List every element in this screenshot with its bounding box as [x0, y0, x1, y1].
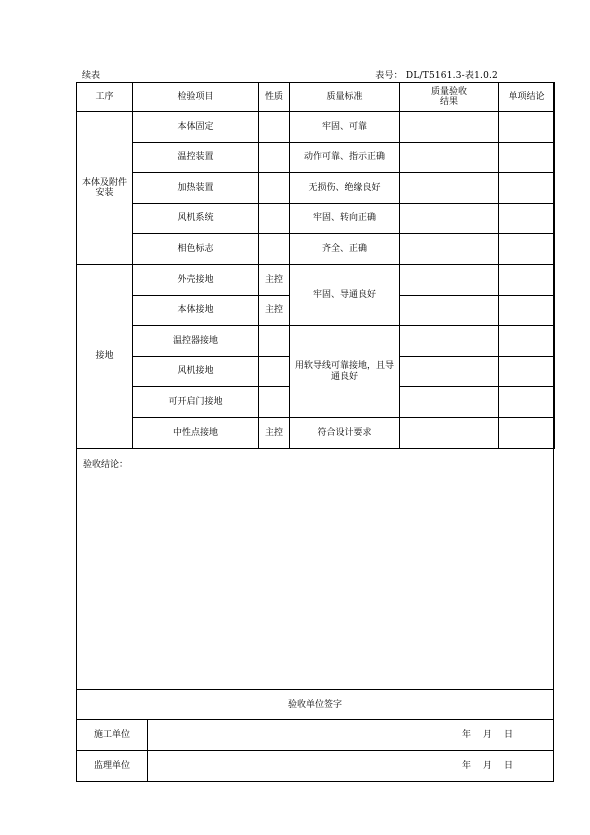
- table-row: [77, 203, 555, 234]
- conclusion-cell[interactable]: [499, 142, 555, 173]
- col-conclusion: 单项结论: [499, 83, 555, 112]
- conclusion-cell[interactable]: [499, 112, 555, 143]
- item-cell: 加热装置: [133, 173, 259, 204]
- inspection-table: [76, 82, 555, 449]
- standard-cell: 齐全、正确: [290, 234, 400, 265]
- result-cell[interactable]: [400, 264, 499, 295]
- col-standard: 质量标准: [290, 83, 400, 112]
- standard-cell: 牢固、可靠: [290, 112, 400, 143]
- process-body-install-line2: 安装: [95, 187, 114, 198]
- standard-cell: 符合设计要求: [290, 417, 400, 448]
- table-row: [77, 142, 555, 173]
- sign-unit-label: 监理单位: [77, 751, 148, 781]
- sign-date[interactable]: [462, 720, 525, 751]
- col-result-line2: 结果: [439, 97, 458, 107]
- process-body-install-line1: 本体及附件: [81, 177, 127, 188]
- item-cell: 中性点接地: [133, 417, 259, 448]
- item-cell: 本体接地: [133, 295, 259, 326]
- nature-cell: [259, 326, 290, 357]
- table-row: [77, 264, 555, 295]
- sign-unit-label: 施工单位: [77, 720, 148, 750]
- item-cell: 可开启门接地: [133, 387, 259, 418]
- sign-section-title: 验收单位签字: [76, 690, 554, 720]
- standard-cell: 动作可靠、指示正确: [290, 142, 400, 173]
- process-body-install: [77, 112, 133, 265]
- result-cell[interactable]: [400, 203, 499, 234]
- col-nature: 性质: [259, 83, 290, 112]
- nature-cell: [259, 112, 290, 143]
- standard-cell: 牢固、导通良好: [290, 264, 400, 325]
- conclusion-cell[interactable]: [499, 234, 555, 265]
- date-day: 日: [504, 730, 514, 740]
- conclusion-cell[interactable]: [499, 387, 555, 418]
- conclusion-label: 验收结论：: [83, 460, 129, 470]
- process-grounding: 接地: [77, 264, 133, 448]
- form-header: [82, 66, 556, 82]
- sign-date[interactable]: [462, 751, 525, 782]
- conclusion-cell[interactable]: [499, 173, 555, 204]
- standard-cell: [290, 326, 400, 418]
- result-cell[interactable]: [400, 112, 499, 143]
- result-cell[interactable]: [400, 356, 499, 387]
- conclusion-cell[interactable]: [499, 295, 555, 326]
- col-process: 工序: [77, 83, 133, 112]
- nature-cell: 主控: [259, 417, 290, 448]
- form-number: 表号： DL/T5161.3-表1.0.2: [375, 71, 498, 81]
- continued-label: 续表: [82, 71, 101, 81]
- conclusion-cell[interactable]: [499, 203, 555, 234]
- nature-cell: [259, 203, 290, 234]
- nature-cell: [259, 142, 290, 173]
- result-cell[interactable]: [400, 142, 499, 173]
- nature-cell: [259, 356, 290, 387]
- nature-cell: 主控: [259, 264, 290, 295]
- nature-cell: [259, 387, 290, 418]
- item-cell: 温控器接地: [133, 326, 259, 357]
- table-row: [77, 417, 555, 448]
- col-item: 检验项目: [133, 83, 259, 112]
- col-result-line1: 质量验收: [430, 86, 467, 97]
- item-cell: 外壳接地: [133, 264, 259, 295]
- standard-cell: 牢固、转向正确: [290, 203, 400, 234]
- result-cell[interactable]: [400, 173, 499, 204]
- date-day: 日: [504, 761, 514, 771]
- date-year: 年: [462, 730, 472, 740]
- nature-cell: [259, 173, 290, 204]
- standard-b-line2: 通良好: [330, 371, 358, 382]
- table-row: [77, 173, 555, 204]
- result-cell[interactable]: [400, 326, 499, 357]
- nature-cell: [259, 234, 290, 265]
- item-cell: 风机系统: [133, 203, 259, 234]
- col-result: [400, 83, 499, 112]
- table-row: [77, 112, 555, 143]
- date-month: 月: [483, 761, 493, 771]
- result-cell[interactable]: [400, 295, 499, 326]
- sign-row-construction[interactable]: [76, 720, 554, 751]
- table-row: [77, 326, 555, 357]
- conclusion-cell[interactable]: [499, 417, 555, 448]
- conclusion-cell[interactable]: [499, 356, 555, 387]
- conclusion-cell[interactable]: [499, 264, 555, 295]
- nature-cell: 主控: [259, 295, 290, 326]
- item-cell: 相色标志: [133, 234, 259, 265]
- item-cell: 本体固定: [133, 112, 259, 143]
- date-month: 月: [483, 730, 493, 740]
- standard-b-line1: 用软导线可靠接地，且导: [294, 361, 394, 372]
- result-cell[interactable]: [400, 387, 499, 418]
- table-row: [77, 234, 555, 265]
- item-cell: 温控装置: [133, 142, 259, 173]
- conclusion-cell[interactable]: [499, 326, 555, 357]
- item-cell: 风机接地: [133, 356, 259, 387]
- result-cell[interactable]: [400, 234, 499, 265]
- standard-cell: 无损伤、绝缘良好: [290, 173, 400, 204]
- result-cell[interactable]: [400, 417, 499, 448]
- table-header-row: [77, 83, 555, 112]
- date-year: 年: [462, 761, 472, 771]
- conclusion-box[interactable]: [76, 445, 554, 690]
- sign-row-supervision[interactable]: [76, 751, 554, 782]
